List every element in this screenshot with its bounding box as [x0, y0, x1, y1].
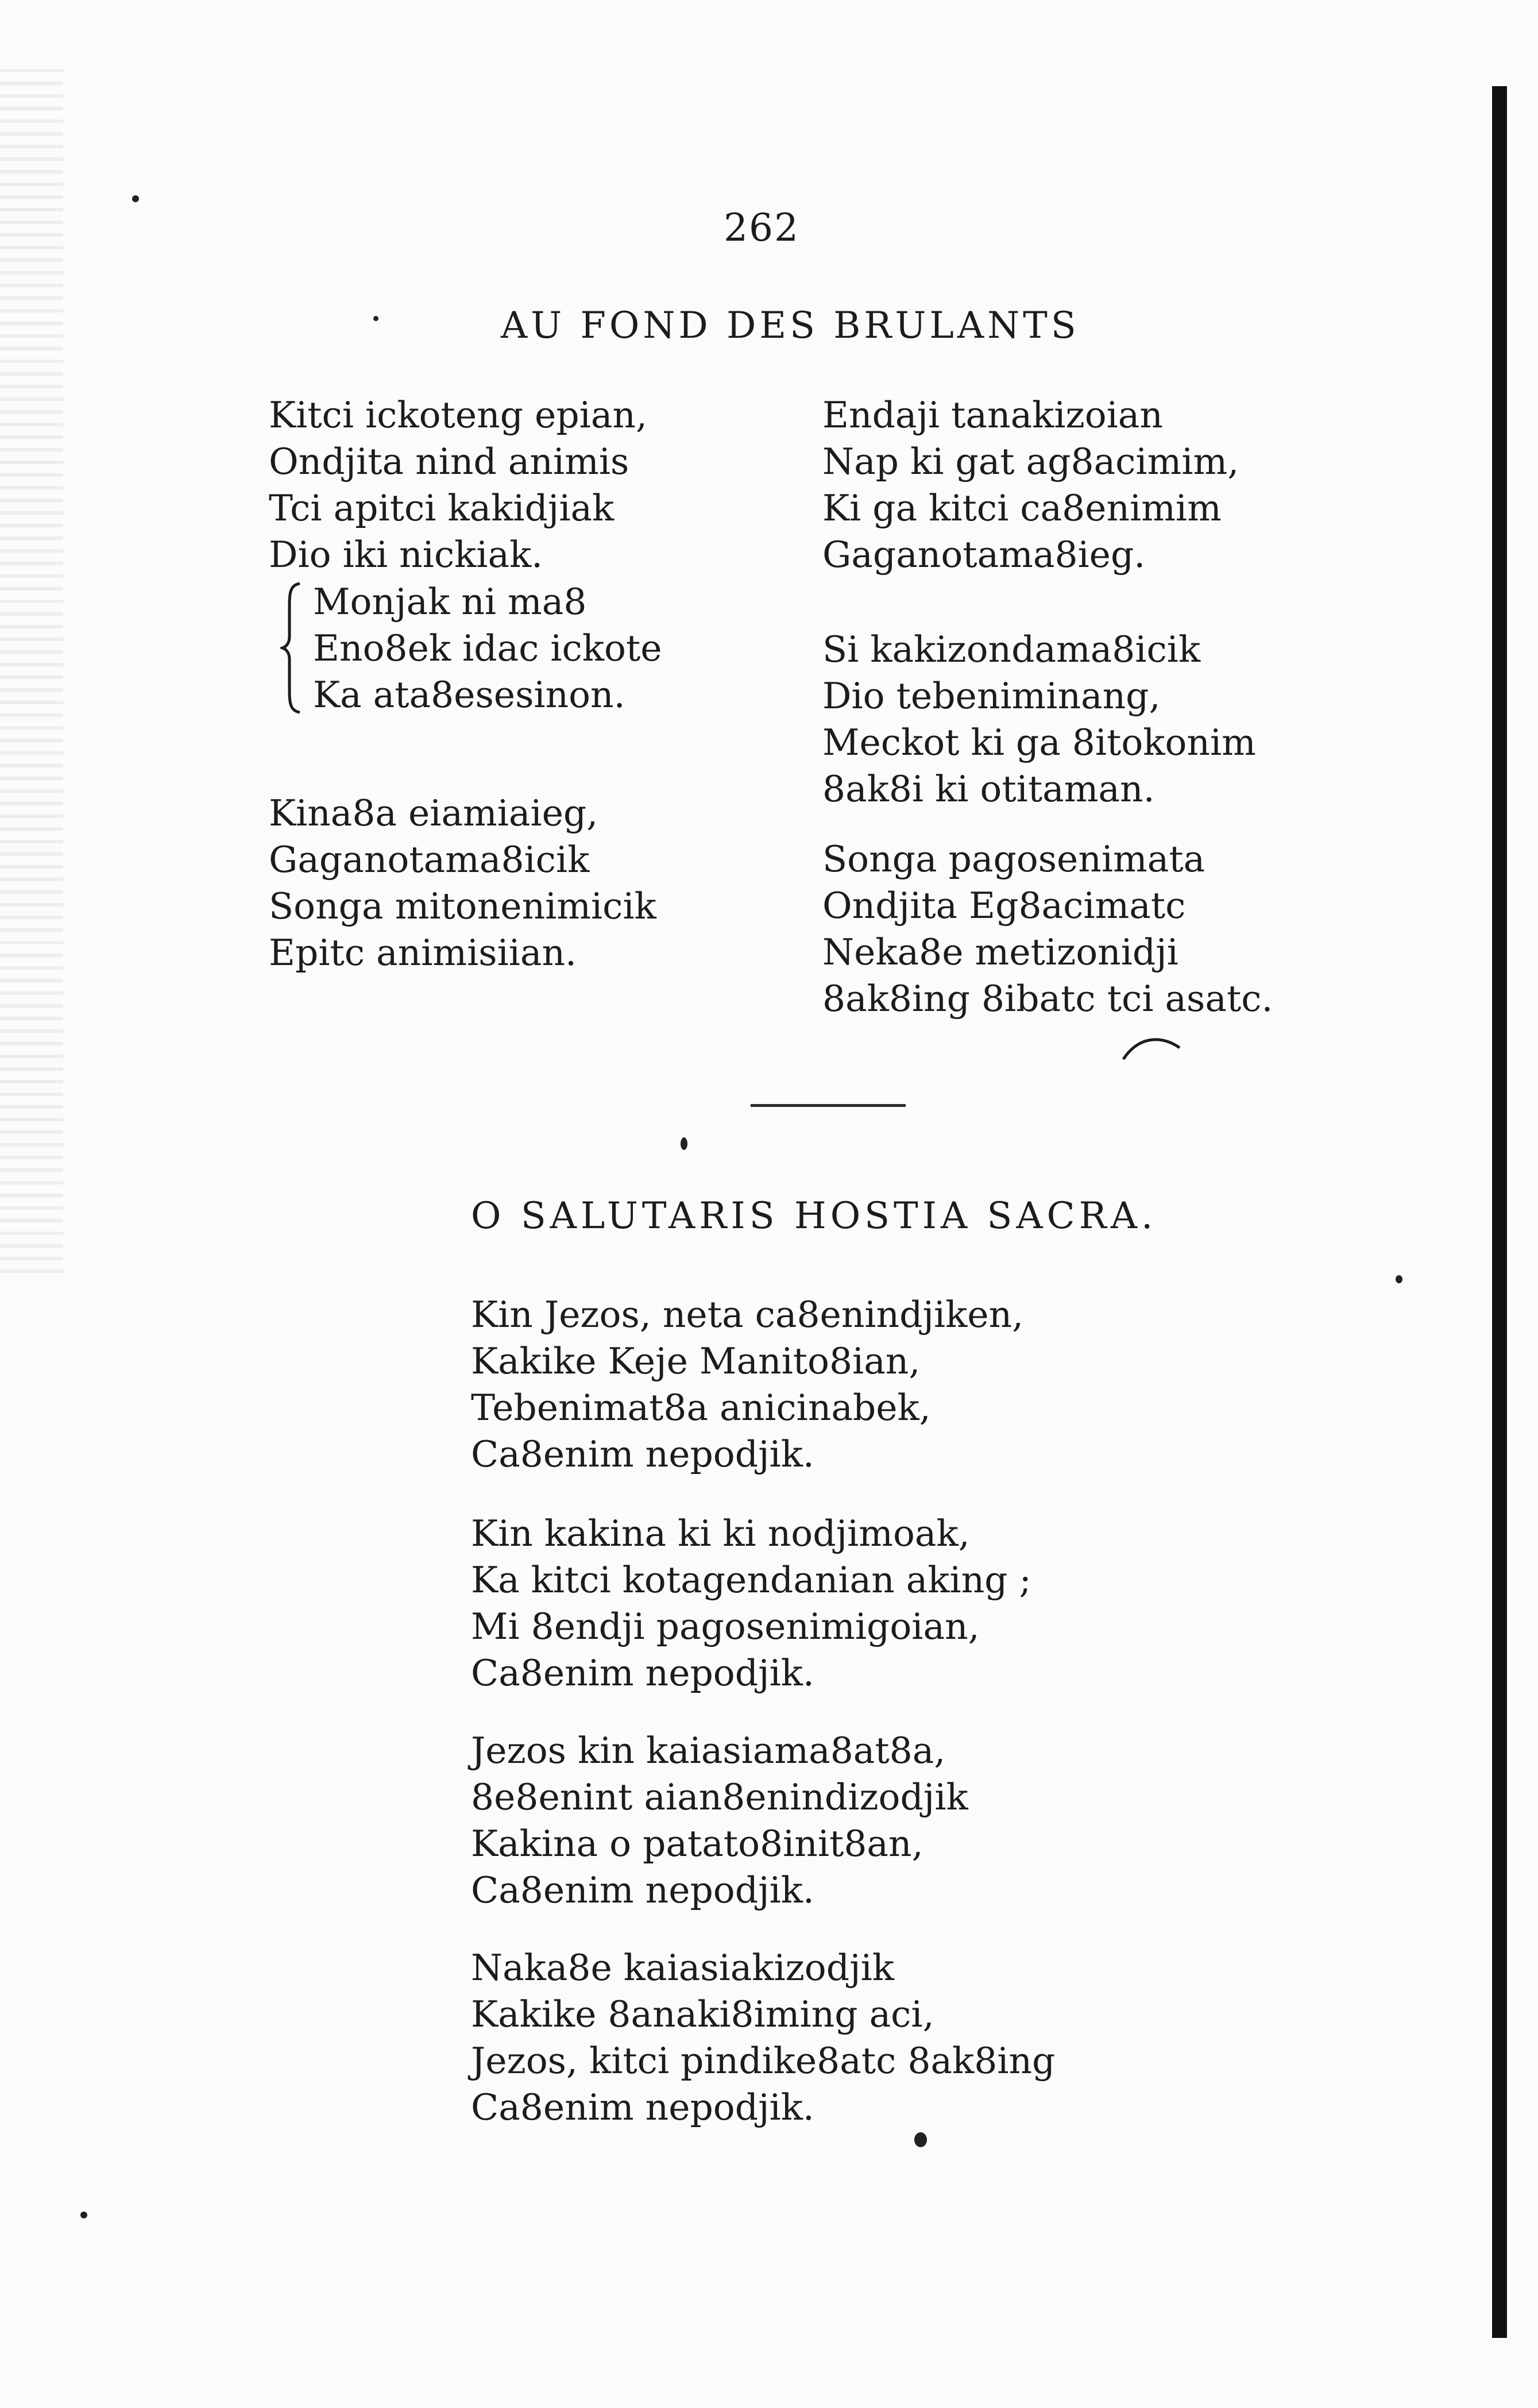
- scan-speck: [681, 1137, 687, 1150]
- verse-line: Monjak ni ma8: [313, 581, 587, 623]
- scan-speck: [914, 2132, 927, 2147]
- verse-line: Tci apitci kakidjiak: [269, 487, 615, 529]
- verse-line: 8ak8ing 8ibatc tci asatc.: [822, 978, 1273, 1020]
- verse-line: Kitci ickoteng epian,: [269, 394, 647, 436]
- verse-line: Ondjita Eg8acimatc: [822, 885, 1186, 927]
- verse-line: Gaganotama8ieg.: [822, 534, 1146, 576]
- ornament-icon: [1120, 1034, 1183, 1063]
- stanza: [822, 836, 1273, 1022]
- scan-speck: [1396, 1275, 1402, 1283]
- verse-line: 8ak8i ki otitaman.: [822, 768, 1155, 810]
- verse-line: 8e8enint aian8enindizodjik: [471, 1776, 968, 1818]
- verse-line: Ca8enim nepodjik.: [471, 1869, 814, 1911]
- verse-line: Neka8e metizonidji: [822, 931, 1178, 973]
- verse-line: Ca8enim nepodjik.: [471, 2086, 814, 2128]
- verse-line: Meckot ki ga 8itokonim: [822, 721, 1256, 763]
- scan-speck: [80, 2212, 87, 2218]
- stanza: [471, 1727, 968, 1913]
- stanza: [269, 392, 647, 578]
- verse-line: Songa mitonenimicik: [269, 885, 656, 927]
- verse-line: Eno8ek idac ickote: [313, 627, 662, 669]
- verse-line: Dio tebeniminang,: [822, 675, 1161, 717]
- verse-line: Jezos kin kaiasiama8at8a,: [471, 1730, 946, 1772]
- verse-line: Si kakizondama8icik: [822, 628, 1201, 670]
- verse-line: Ca8enim nepodjik.: [471, 1652, 814, 1694]
- song-title: AU FOND DES BRULANTS: [501, 304, 1080, 347]
- verse-line: Kakina o patato8init8an,: [471, 1823, 923, 1865]
- margin-rule: [1492, 86, 1507, 2338]
- verse-line: Kin kakina ki ki nodjimoak,: [471, 1512, 970, 1554]
- verse-line: Kakike Keje Manito8ian,: [471, 1340, 921, 1382]
- verse-line: Kin Jezos, neta ca8enindjiken,: [471, 1294, 1024, 1336]
- verse-line: Kina8a eiamiaieg,: [269, 792, 598, 834]
- page-number: 262: [724, 206, 799, 250]
- stanza: [822, 626, 1256, 812]
- stanza: [822, 392, 1239, 578]
- verse-line: Ondjita nind animis: [269, 441, 629, 483]
- scan-speck: [132, 195, 139, 202]
- verse-line: Ca8enim nepodjik.: [471, 1433, 814, 1475]
- verse-line: Jezos, kitci pindike8atc 8ak8ing: [471, 2040, 1056, 2082]
- verse-line: Dio iki nickiak.: [269, 534, 543, 576]
- verse-line: Ka ata8esesinon.: [313, 674, 625, 716]
- verse-line: Gaganotama8icik: [269, 839, 590, 881]
- brace-icon: [280, 581, 303, 715]
- scan-speck: [373, 316, 378, 321]
- verse-line: Endaji tanakizoian: [822, 394, 1163, 436]
- verse-line: Ki ga kitci ca8enimim: [822, 487, 1222, 529]
- verse-line: Nap ki gat ag8acimim,: [822, 441, 1239, 483]
- verse-line: Mi 8endji pagosenimigoian,: [471, 1606, 980, 1647]
- verse-line: Tebenimat8a anicinabek,: [471, 1387, 931, 1429]
- binding-edge: [0, 69, 63, 1275]
- verse-line: Epitc animisiian.: [269, 932, 577, 974]
- stanza: [269, 790, 656, 976]
- stanza: [471, 1291, 1023, 1477]
- section-divider: [751, 1104, 906, 1107]
- refrain: [313, 578, 662, 718]
- verse-line: Naka8e kaiasiakizodjik: [471, 1947, 894, 1989]
- verse-line: Ka kitci kotagendanian aking ;: [471, 1559, 1031, 1601]
- verse-line: Songa pagosenimata: [822, 838, 1205, 880]
- stanza: [471, 1510, 1031, 1696]
- song-title: O SALUTARIS HOSTIA SACRA.: [471, 1195, 1157, 1237]
- verse-line: Kakike 8anaki8iming aci,: [471, 1993, 934, 2035]
- stanza: [471, 1944, 1055, 2131]
